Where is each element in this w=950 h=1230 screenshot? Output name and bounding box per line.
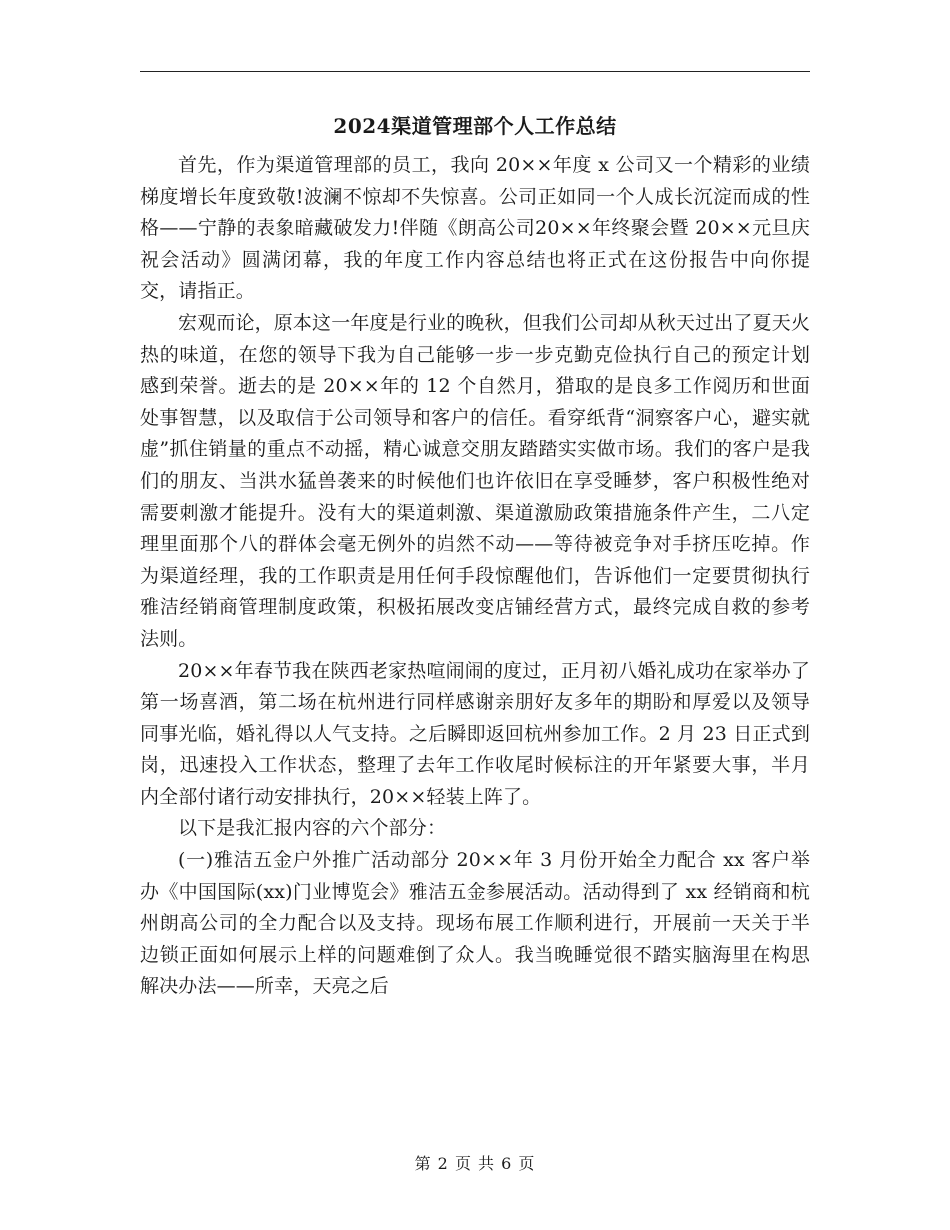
- document-title: 2024渠道管理部个人工作总结: [333, 114, 617, 138]
- paragraph-intro: 首先，作为渠道管理部的员工，我向 20××年度 x 公司又一个精彩的业绩梯度增长年度致敬!波澜不惊却不失惊喜。公司正如同一个人成长沉淀而成的性格——宁静的表象暗藏破发力!伴随《朗高公司20××年终聚会暨 20××元旦庆祝会活动》圆满闭幕，我的年度工作内容总结也将正式在这份报告中向你提交，请指正。: [140, 154, 810, 303]
- page-number: 第 2 页 共 6 页: [414, 1154, 536, 1173]
- document-body: [140, 150, 810, 1003]
- header-rule: [140, 71, 810, 72]
- paragraph-section-one: (一)雅洁五金户外推广活动部分 20××年 3 月份开始全力配合 xx 客户举办《中国国际(xx)门业博览会》雅洁五金参展活动。活动得到了 xx 经销商和杭州朗高公司的全力配合以及支持。现场布展工作顺利进行，开展前一天关于半边锁正面如何展示上样的问题难倒了众人。我当晚睡觉很不踏实脑海里在构思解决办法——所幸，天亮之后: [140, 849, 810, 998]
- paragraph-spring-festival: 20××年春节我在陕西老家热喧闹闹的度过，正月初八婚礼成功在家举办了第一场喜酒，第二场在杭州进行同样感谢亲朋好友多年的期盼和厚爱以及领导同事光临，婚礼得以人气支持。之后瞬即返回杭州参加工作。2 月 23 日正式到岗，迅速投入工作状态，整理了去年工作收尾时候标注的开年紧要大事，半月内全部付诸行动安排执行，20××轻装上阵了。: [140, 659, 810, 808]
- paragraph-overview: 宏观而论，原本这一年度是行业的晚秋，但我们公司却从秋天过出了夏天火热的味道，在您的领导下我为自己能够一步一步克勤克俭执行自己的预定计划感到荣誉。逝去的是 20××年的 12 个自然月，猎取的是良多工作阅历和世面处事智慧，以及取信于公司领导和客户的信任。看穿纸背“洞察客户心，避实就虚”抓住销量的重点不动摇，精心诚意交朋友踏踏实实做市场。我们的客户是我们的朋友、当洪水猛兽袭来的时候他们也许依旧在享受睡梦，客户积极性绝对需要刺激才能提升。没有大的渠道刺激、渠道激励政策措施条件产生，二八定理里面那个八的群体会毫无例外的岿然不动——等待被竞争对手挤压吃掉。作为渠道经理，我的工作职责是用任何手段惊醒他们，告诉他们一定要贯彻执行雅洁经销商管理制度政策，积极拓展改变店铺经营方式，最终完成自救的参考法则。: [140, 311, 810, 650]
- paragraph-outline: 以下是我汇报内容的六个部分：: [178, 817, 447, 840]
